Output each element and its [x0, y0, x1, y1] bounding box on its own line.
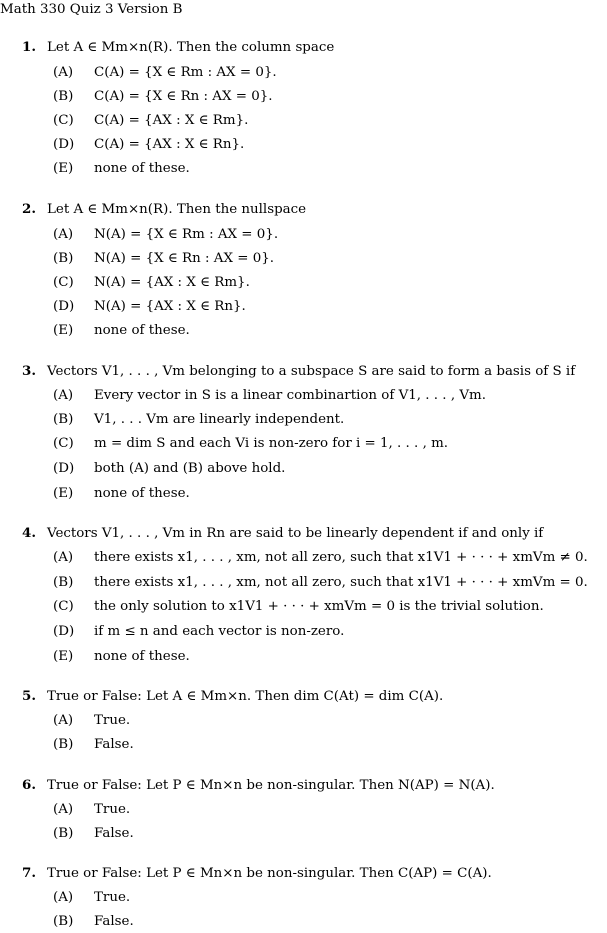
option-text: N(A) = {X ∈ Rn : AX = 0}.	[94, 251, 275, 266]
option-label: (E)	[53, 161, 74, 176]
question-text: Vectors V1, . . . , Vm in Rn are said to be linearly dependent if and only if	[47, 526, 544, 541]
option-text: none of these.	[94, 486, 190, 501]
question-number: 2.	[22, 201, 36, 217]
question-number: 3.	[22, 363, 36, 379]
option-text: False.	[94, 826, 134, 841]
question-number: 5.	[22, 688, 36, 704]
option-text: V1, . . . Vm are linearly independent.	[94, 412, 345, 427]
option-label: (B)	[53, 826, 74, 841]
option-text: both (A) and (B) above hold.	[94, 461, 286, 476]
question-text: True or False: Let P ∈ Mn×n be non-singular. Then N(AP) = N(A).	[47, 778, 495, 793]
option-label: (B)	[53, 89, 74, 104]
question-text: True or False: Let A ∈ Mm×n. Then dim C(At) = dim C(A).	[47, 689, 444, 704]
option-text: False.	[94, 737, 134, 752]
option-text: there exists x1, . . . , xm, not all zero, such that x1V1 + · · · + xmVm ≠ 0.	[94, 550, 588, 565]
option-label: (B)	[53, 914, 74, 929]
option-label: (A)	[53, 388, 74, 403]
option-text: True.	[94, 713, 131, 728]
option-label: (C)	[53, 113, 74, 128]
option-label: (B)	[53, 737, 74, 752]
question-number: 7.	[22, 865, 36, 881]
option-label: (E)	[53, 486, 74, 501]
question-text: True or False: Let P ∈ Mn×n be non-singular. Then C(AP) = C(A).	[47, 866, 492, 881]
option-text: C(A) = {AX : X ∈ Rm}.	[94, 113, 249, 128]
option-label: (D)	[53, 137, 75, 152]
question-text: Let A ∈ Mm×n(R). Then the column space	[47, 40, 335, 55]
option-text: C(A) = {X ∈ Rm : AX = 0}.	[94, 65, 277, 80]
option-label: (A)	[53, 713, 74, 728]
option-text: False.	[94, 914, 134, 929]
option-text: the only solution to x1V1 + · · · + xmVm = 0 is the trivial solution.	[94, 599, 544, 614]
option-text: N(A) = {X ∈ Rm : AX = 0}.	[94, 227, 279, 242]
option-text: Every vector in S is a linear combinartion of V1, . . . , Vm.	[94, 388, 486, 403]
option-text: C(A) = {X ∈ Rn : AX = 0}.	[94, 89, 273, 104]
option-label: (B)	[53, 412, 74, 427]
option-label: (C)	[53, 275, 74, 290]
option-label: (C)	[53, 436, 74, 451]
question-number: 6.	[22, 777, 36, 793]
option-text: none of these.	[94, 323, 190, 338]
option-text: if m ≤ n and each vector is non-zero.	[94, 624, 345, 639]
question-number: 4.	[22, 525, 36, 541]
option-label: (B)	[53, 251, 74, 266]
option-text: none of these.	[94, 649, 190, 664]
option-label: (D)	[53, 624, 75, 639]
option-text: there exists x1, . . . , xm, not all zero, such that x1V1 + · · · + xmVm = 0.	[94, 575, 588, 590]
page-title: Math 330 Quiz 3 Version B	[0, 2, 183, 17]
option-text: N(A) = {AX : X ∈ Rn}.	[94, 299, 246, 314]
option-text: none of these.	[94, 161, 190, 176]
option-label: (A)	[53, 550, 74, 565]
option-label: (E)	[53, 649, 74, 664]
option-label: (A)	[53, 802, 74, 817]
question-text: Let A ∈ Mm×n(R). Then the nullspace	[47, 202, 307, 217]
option-text: N(A) = {AX : X ∈ Rm}.	[94, 275, 250, 290]
option-text: m = dim S and each Vi is non-zero for i = 1, . . . , m.	[94, 436, 449, 451]
question-text: Vectors V1, . . . , Vm belonging to a subspace S are said to form a basis of S if	[47, 364, 576, 379]
option-label: (C)	[53, 599, 74, 614]
option-label: (A)	[53, 890, 74, 905]
option-label: (A)	[53, 227, 74, 242]
option-label: (E)	[53, 323, 74, 338]
option-label: (D)	[53, 299, 75, 314]
question-number: 1.	[22, 39, 36, 55]
option-text: C(A) = {AX : X ∈ Rn}.	[94, 137, 245, 152]
option-label: (B)	[53, 575, 74, 590]
option-label: (D)	[53, 461, 75, 476]
option-text: True.	[94, 890, 131, 905]
option-text: True.	[94, 802, 131, 817]
option-label: (A)	[53, 65, 74, 80]
